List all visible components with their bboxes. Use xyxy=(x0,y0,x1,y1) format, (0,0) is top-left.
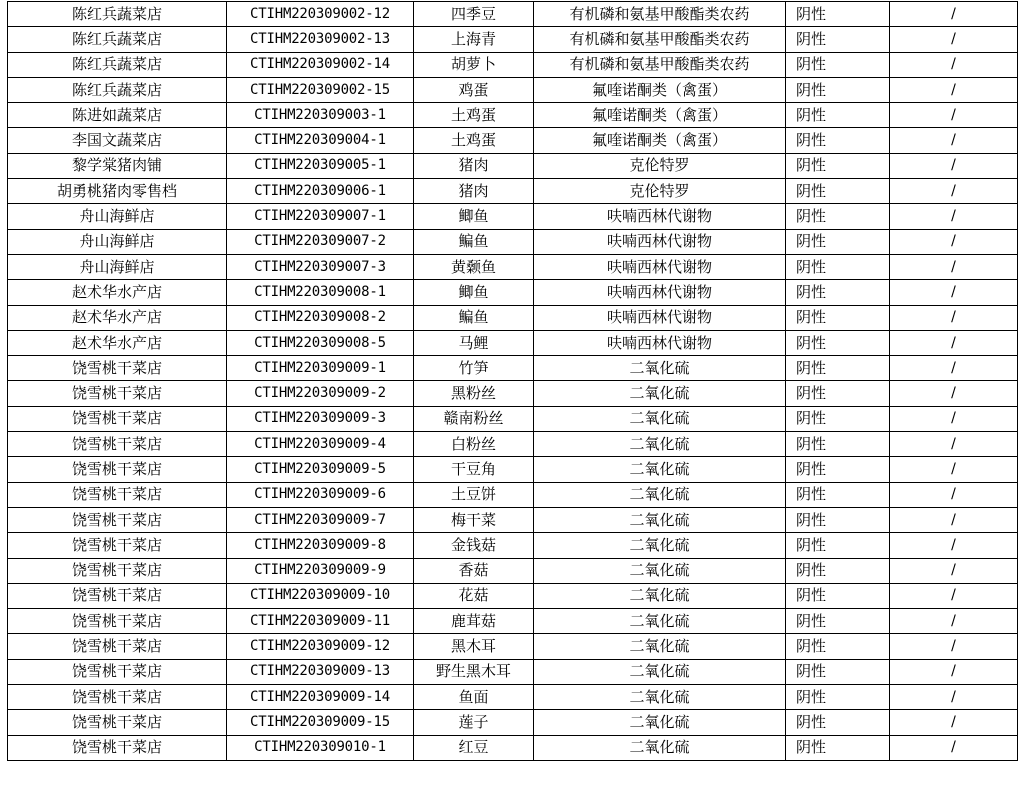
table-row xyxy=(8,254,1018,279)
sample-code-cell: CTIHM220309009-14 xyxy=(227,685,414,710)
sample-code-cell: CTIHM220309009-4 xyxy=(227,432,414,457)
remark-cell: / xyxy=(890,229,1018,254)
test-item-cell: 二氧化硫 xyxy=(534,381,786,406)
table-row xyxy=(8,432,1018,457)
sample-name-cell: 野生黑木耳 xyxy=(414,659,534,684)
result-cell: 阴性 xyxy=(786,558,890,583)
test-item-cell: 二氧化硫 xyxy=(534,507,786,532)
table-row xyxy=(8,179,1018,204)
store-name-cell: 饶雪桃干菜店 xyxy=(8,634,227,659)
test-item-cell: 呋喃西林代谢物 xyxy=(534,330,786,355)
remark-cell: / xyxy=(890,507,1018,532)
table-row xyxy=(8,659,1018,684)
sample-code-cell: CTIHM220309007-3 xyxy=(227,254,414,279)
test-item-cell: 有机磷和氨基甲酸酯类农药 xyxy=(534,52,786,77)
table-row xyxy=(8,457,1018,482)
table-row xyxy=(8,482,1018,507)
test-item-cell: 呋喃西林代谢物 xyxy=(534,204,786,229)
result-cell: 阴性 xyxy=(786,153,890,178)
test-item-cell: 氟喹诺酮类（禽蛋） xyxy=(534,103,786,128)
result-cell: 阴性 xyxy=(786,406,890,431)
sample-code-cell: CTIHM220309002-13 xyxy=(227,27,414,52)
table-row xyxy=(8,204,1018,229)
sample-name-cell: 猪肉 xyxy=(414,179,534,204)
table-row xyxy=(8,381,1018,406)
result-cell: 阴性 xyxy=(786,533,890,558)
test-item-cell: 二氧化硫 xyxy=(534,356,786,381)
result-cell: 阴性 xyxy=(786,204,890,229)
result-cell: 阴性 xyxy=(786,179,890,204)
store-name-cell: 饶雪桃干菜店 xyxy=(8,609,227,634)
result-cell: 阴性 xyxy=(786,583,890,608)
table-row xyxy=(8,583,1018,608)
sample-code-cell: CTIHM220309009-11 xyxy=(227,609,414,634)
store-name-cell: 饶雪桃干菜店 xyxy=(8,735,227,760)
result-cell: 阴性 xyxy=(786,52,890,77)
test-item-cell: 二氧化硫 xyxy=(534,735,786,760)
store-name-cell: 舟山海鲜店 xyxy=(8,204,227,229)
remark-cell: / xyxy=(890,634,1018,659)
remark-cell: / xyxy=(890,52,1018,77)
sample-name-cell: 白粉丝 xyxy=(414,432,534,457)
table-row xyxy=(8,2,1018,27)
result-cell: 阴性 xyxy=(786,634,890,659)
sample-name-cell: 鲫鱼 xyxy=(414,280,534,305)
table-row xyxy=(8,27,1018,52)
table-row xyxy=(8,77,1018,102)
table-row xyxy=(8,685,1018,710)
sample-code-cell: CTIHM220309009-9 xyxy=(227,558,414,583)
test-item-cell: 二氧化硫 xyxy=(534,406,786,431)
store-name-cell: 饶雪桃干菜店 xyxy=(8,685,227,710)
sample-name-cell: 马鲤 xyxy=(414,330,534,355)
result-cell: 阴性 xyxy=(786,735,890,760)
test-item-cell: 二氧化硫 xyxy=(534,685,786,710)
sample-name-cell: 花菇 xyxy=(414,583,534,608)
test-item-cell: 有机磷和氨基甲酸酯类农药 xyxy=(534,27,786,52)
sample-code-cell: CTIHM220309009-2 xyxy=(227,381,414,406)
result-cell: 阴性 xyxy=(786,280,890,305)
result-cell: 阴性 xyxy=(786,710,890,735)
sample-name-cell: 猪肉 xyxy=(414,153,534,178)
sample-code-cell: CTIHM220309009-12 xyxy=(227,634,414,659)
table-row xyxy=(8,634,1018,659)
sample-name-cell: 黑粉丝 xyxy=(414,381,534,406)
sample-name-cell: 竹笋 xyxy=(414,356,534,381)
sample-name-cell: 鸡蛋 xyxy=(414,77,534,102)
sample-code-cell: CTIHM220309009-8 xyxy=(227,533,414,558)
result-cell: 阴性 xyxy=(786,507,890,532)
sample-name-cell: 香菇 xyxy=(414,558,534,583)
test-item-cell: 二氧化硫 xyxy=(534,457,786,482)
store-name-cell: 舟山海鲜店 xyxy=(8,254,227,279)
remark-cell: / xyxy=(890,482,1018,507)
remark-cell: / xyxy=(890,77,1018,102)
remark-cell: / xyxy=(890,710,1018,735)
sample-code-cell: CTIHM220309009-1 xyxy=(227,356,414,381)
result-cell: 阴性 xyxy=(786,2,890,27)
test-item-cell: 二氧化硫 xyxy=(534,583,786,608)
sample-code-cell: CTIHM220309009-15 xyxy=(227,710,414,735)
store-name-cell: 饶雪桃干菜店 xyxy=(8,710,227,735)
sample-code-cell: CTIHM220309005-1 xyxy=(227,153,414,178)
result-cell: 阴性 xyxy=(786,659,890,684)
sample-name-cell: 胡萝卜 xyxy=(414,52,534,77)
store-name-cell: 陈红兵蔬菜店 xyxy=(8,52,227,77)
table-row xyxy=(8,229,1018,254)
sample-code-cell: CTIHM220309009-6 xyxy=(227,482,414,507)
remark-cell: / xyxy=(890,406,1018,431)
sample-code-cell: CTIHM220309008-1 xyxy=(227,280,414,305)
result-cell: 阴性 xyxy=(786,305,890,330)
store-name-cell: 陈进如蔬菜店 xyxy=(8,103,227,128)
result-cell: 阴性 xyxy=(786,27,890,52)
remark-cell: / xyxy=(890,558,1018,583)
test-item-cell: 二氧化硫 xyxy=(534,634,786,659)
table-row xyxy=(8,128,1018,153)
sample-code-cell: CTIHM220309002-12 xyxy=(227,2,414,27)
remark-cell: / xyxy=(890,432,1018,457)
sample-code-cell: CTIHM220309009-7 xyxy=(227,507,414,532)
remark-cell: / xyxy=(890,533,1018,558)
store-name-cell: 饶雪桃干菜店 xyxy=(8,558,227,583)
sample-name-cell: 赣南粉丝 xyxy=(414,406,534,431)
table-row xyxy=(8,330,1018,355)
test-item-cell: 克伦特罗 xyxy=(534,153,786,178)
store-name-cell: 饶雪桃干菜店 xyxy=(8,583,227,608)
test-item-cell: 呋喃西林代谢物 xyxy=(534,305,786,330)
sample-name-cell: 四季豆 xyxy=(414,2,534,27)
remark-cell: / xyxy=(890,457,1018,482)
test-item-cell: 二氧化硫 xyxy=(534,533,786,558)
sample-name-cell: 鳊鱼 xyxy=(414,229,534,254)
sample-code-cell: CTIHM220309009-5 xyxy=(227,457,414,482)
remark-cell: / xyxy=(890,179,1018,204)
table-row xyxy=(8,356,1018,381)
test-item-cell: 呋喃西林代谢物 xyxy=(534,229,786,254)
remark-cell: / xyxy=(890,153,1018,178)
remark-cell: / xyxy=(890,2,1018,27)
remark-cell: / xyxy=(890,280,1018,305)
sample-name-cell: 鹿茸菇 xyxy=(414,609,534,634)
sample-name-cell: 鱼面 xyxy=(414,685,534,710)
result-cell: 阴性 xyxy=(786,685,890,710)
result-cell: 阴性 xyxy=(786,229,890,254)
test-item-cell: 二氧化硫 xyxy=(534,609,786,634)
store-name-cell: 赵术华水产店 xyxy=(8,305,227,330)
store-name-cell: 赵术华水产店 xyxy=(8,280,227,305)
store-name-cell: 饶雪桃干菜店 xyxy=(8,381,227,406)
test-item-cell: 二氧化硫 xyxy=(534,659,786,684)
remark-cell: / xyxy=(890,583,1018,608)
remark-cell: / xyxy=(890,735,1018,760)
sample-code-cell: CTIHM220309008-5 xyxy=(227,330,414,355)
table-body xyxy=(8,2,1018,761)
test-item-cell: 二氧化硫 xyxy=(534,432,786,457)
table-row xyxy=(8,406,1018,431)
remark-cell: / xyxy=(890,381,1018,406)
store-name-cell: 饶雪桃干菜店 xyxy=(8,507,227,532)
result-cell: 阴性 xyxy=(786,330,890,355)
table-row xyxy=(8,305,1018,330)
sample-code-cell: CTIHM220309008-2 xyxy=(227,305,414,330)
table-row xyxy=(8,103,1018,128)
result-cell: 阴性 xyxy=(786,128,890,153)
result-cell: 阴性 xyxy=(786,356,890,381)
test-item-cell: 氟喹诺酮类（禽蛋） xyxy=(534,77,786,102)
store-name-cell: 陈红兵蔬菜店 xyxy=(8,27,227,52)
remark-cell: / xyxy=(890,27,1018,52)
inspection-results-table xyxy=(7,1,1018,761)
store-name-cell: 陈红兵蔬菜店 xyxy=(8,2,227,27)
store-name-cell: 饶雪桃干菜店 xyxy=(8,406,227,431)
sample-name-cell: 土豆饼 xyxy=(414,482,534,507)
table-row xyxy=(8,710,1018,735)
store-name-cell: 饶雪桃干菜店 xyxy=(8,659,227,684)
sample-name-cell: 干豆角 xyxy=(414,457,534,482)
store-name-cell: 李国文蔬菜店 xyxy=(8,128,227,153)
sample-code-cell: CTIHM220309004-1 xyxy=(227,128,414,153)
result-cell: 阴性 xyxy=(786,381,890,406)
table-row xyxy=(8,533,1018,558)
sample-code-cell: CTIHM220309003-1 xyxy=(227,103,414,128)
sample-name-cell: 红豆 xyxy=(414,735,534,760)
test-item-cell: 二氧化硫 xyxy=(534,710,786,735)
remark-cell: / xyxy=(890,330,1018,355)
sample-code-cell: CTIHM220309010-1 xyxy=(227,735,414,760)
sample-name-cell: 土鸡蛋 xyxy=(414,128,534,153)
sample-name-cell: 土鸡蛋 xyxy=(414,103,534,128)
sample-name-cell: 金钱菇 xyxy=(414,533,534,558)
remark-cell: / xyxy=(890,103,1018,128)
store-name-cell: 饶雪桃干菜店 xyxy=(8,432,227,457)
sample-code-cell: CTIHM220309009-10 xyxy=(227,583,414,608)
sample-code-cell: CTIHM220309002-15 xyxy=(227,77,414,102)
store-name-cell: 饶雪桃干菜店 xyxy=(8,482,227,507)
test-item-cell: 有机磷和氨基甲酸酯类农药 xyxy=(534,2,786,27)
sample-name-cell: 莲子 xyxy=(414,710,534,735)
remark-cell: / xyxy=(890,305,1018,330)
table-row xyxy=(8,507,1018,532)
table-row xyxy=(8,735,1018,760)
sample-code-cell: CTIHM220309007-1 xyxy=(227,204,414,229)
remark-cell: / xyxy=(890,128,1018,153)
store-name-cell: 陈红兵蔬菜店 xyxy=(8,77,227,102)
test-item-cell: 呋喃西林代谢物 xyxy=(534,280,786,305)
result-cell: 阴性 xyxy=(786,482,890,507)
sample-name-cell: 鳊鱼 xyxy=(414,305,534,330)
remark-cell: / xyxy=(890,685,1018,710)
sample-code-cell: CTIHM220309002-14 xyxy=(227,52,414,77)
test-item-cell: 氟喹诺酮类（禽蛋） xyxy=(534,128,786,153)
sample-name-cell: 黑木耳 xyxy=(414,634,534,659)
store-name-cell: 舟山海鲜店 xyxy=(8,229,227,254)
table-row xyxy=(8,280,1018,305)
sample-name-cell: 黄颡鱼 xyxy=(414,254,534,279)
result-cell: 阴性 xyxy=(786,103,890,128)
result-cell: 阴性 xyxy=(786,432,890,457)
sample-code-cell: CTIHM220309007-2 xyxy=(227,229,414,254)
remark-cell: / xyxy=(890,356,1018,381)
store-name-cell: 饶雪桃干菜店 xyxy=(8,356,227,381)
test-item-cell: 二氧化硫 xyxy=(534,558,786,583)
result-cell: 阴性 xyxy=(786,254,890,279)
remark-cell: / xyxy=(890,204,1018,229)
sample-code-cell: CTIHM220309009-13 xyxy=(227,659,414,684)
table-row xyxy=(8,153,1018,178)
sample-name-cell: 上海青 xyxy=(414,27,534,52)
result-cell: 阴性 xyxy=(786,609,890,634)
result-cell: 阴性 xyxy=(786,77,890,102)
test-item-cell: 二氧化硫 xyxy=(534,482,786,507)
sample-name-cell: 梅干菜 xyxy=(414,507,534,532)
test-item-cell: 克伦特罗 xyxy=(534,179,786,204)
store-name-cell: 赵术华水产店 xyxy=(8,330,227,355)
table-row xyxy=(8,558,1018,583)
store-name-cell: 胡勇桃猪肉零售档 xyxy=(8,179,227,204)
remark-cell: / xyxy=(890,609,1018,634)
remark-cell: / xyxy=(890,659,1018,684)
sample-code-cell: CTIHM220309006-1 xyxy=(227,179,414,204)
remark-cell: / xyxy=(890,254,1018,279)
table-row xyxy=(8,609,1018,634)
store-name-cell: 饶雪桃干菜店 xyxy=(8,457,227,482)
table-row xyxy=(8,52,1018,77)
store-name-cell: 饶雪桃干菜店 xyxy=(8,533,227,558)
sample-code-cell: CTIHM220309009-3 xyxy=(227,406,414,431)
store-name-cell: 黎学棠猪肉铺 xyxy=(8,153,227,178)
test-item-cell: 呋喃西林代谢物 xyxy=(534,254,786,279)
result-cell: 阴性 xyxy=(786,457,890,482)
sample-name-cell: 鲫鱼 xyxy=(414,204,534,229)
